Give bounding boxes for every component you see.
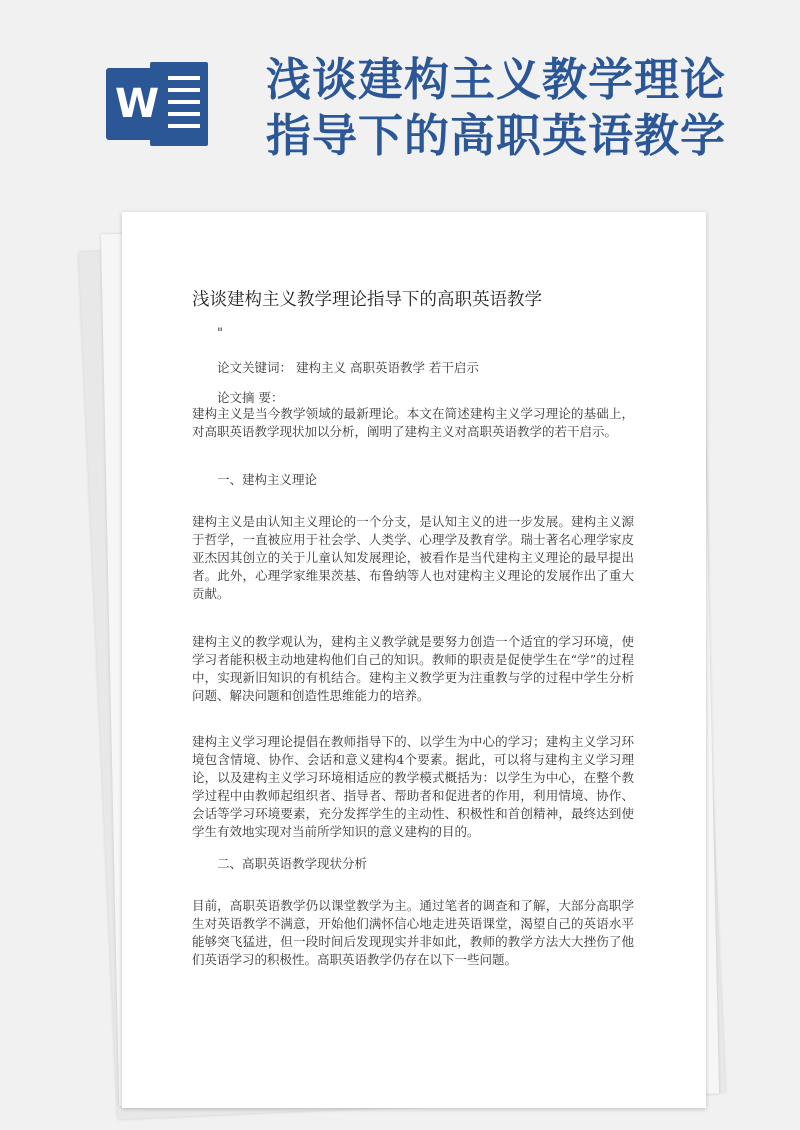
header (0, 0, 800, 210)
word-document-icon (106, 62, 210, 148)
keywords-line: 论文关键词： 建构主义 高职英语教学 若干启示 (217, 360, 479, 375)
body-paragraph-4: 目前，高职英语教学仍以课堂教学为主。通过笔者的调查和了解，大部分高职学生对英语教学不满意，开始他们满怀信心地走进英语课堂，渴望自己的英语水平能够突飞猛进，但一段时间后发现现实并非如此，教师的教学方法大大挫伤了他们英语学习的积极性。高职英语教学仍存在以下一些问题。 (192, 898, 634, 967)
abstract-label: 论文摘 要： (217, 390, 284, 405)
abstract-paragraph: 建构主义是当今教学领域的最新理论。本文在简述建构主义学习理论的基础上，对高职英语教学现状加以分析，阐明了建构主义对高职英语教学的若干启示。 (192, 406, 634, 439)
banner-title-line1: 浅谈建构主义教学理论 (266, 53, 727, 106)
section-heading-1: 一、建构主义理论 (217, 472, 318, 487)
section-heading-2: 二、高职英语教学现状分析 (217, 856, 368, 871)
quote-mark: " (217, 326, 223, 341)
body-paragraph-3: 建构主义学习理论提倡在教师指导下的、以学生为中心的学习；建构主义学习环境包含情境、协作、会话和意义建构4个要素。据此，可以将与建构主义学习理论，以及建构主义学习环境相适应的教学模式概括为：以学生为中心，在整个教学过程中由教师起组织者、指导者、帮助者和促进者的作用，利用情境、协作、会话等学习环境要素，充分发挥学生的主动性、积极性和首创精神，最终达到使学生有效地实现对当前所学知识的意义建构的目的。 (192, 734, 634, 839)
document-title: 浅谈建构主义教学理论指导下的高职英语教学 (192, 290, 542, 310)
document-page (122, 212, 706, 1108)
body-paragraph-2: 建构主义的教学观认为，建构主义教学就是要努力创造一个适宜的学习环境，使学习者能积极主动地建构他们自己的知识。教师的职责是促使学生在“学”的过程中，实现新旧知识的有机结合。建构主义教学更为注重教与学的过程中学生分析问题、解决问题和创造性思维能力的培养。 (192, 634, 634, 703)
body-paragraph-1: 建构主义是由认知主义理论的一个分支，是认知主义的进一步发展。建构主义源于哲学，一直被应用于社会学、人类学、心理学及教育学。瑞士著名心理学家皮亚杰因其创立的关于儿童认知发展理论，被看作是当代建构主义理论的最早提出者。此外，心理学家维果茨基、布鲁纳等人也对建构主义理论的发展作出了重大贡献。 (192, 514, 634, 601)
banner-title (266, 52, 786, 164)
word-letter-tile: W (106, 68, 168, 140)
banner-title-line2: 指导下的高职英语教学 (266, 109, 727, 162)
